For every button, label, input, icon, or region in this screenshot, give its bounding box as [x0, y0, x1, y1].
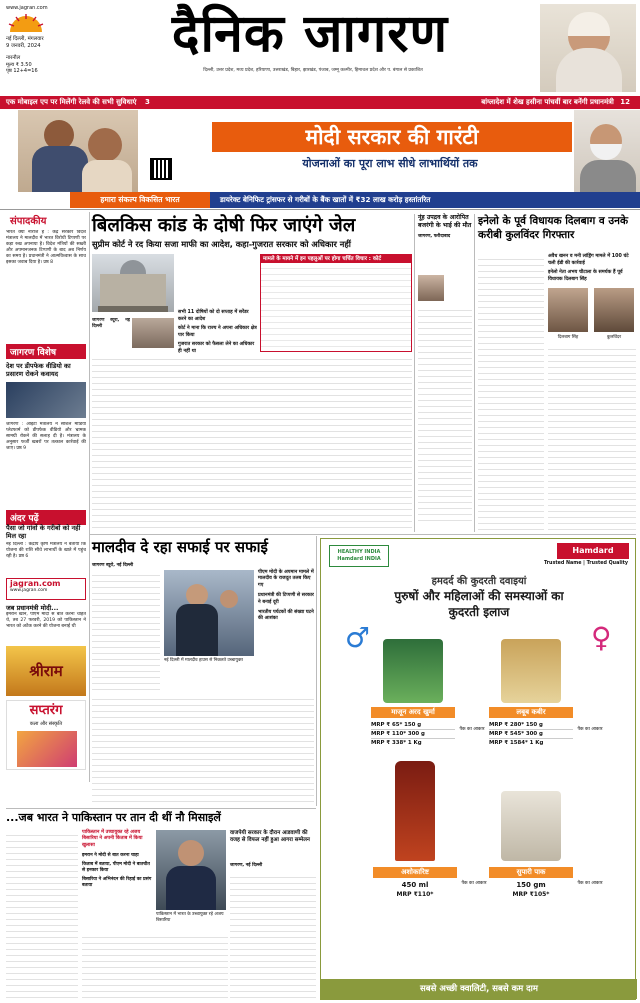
edition-city: नई दिल्ली, मंगलवार	[6, 36, 44, 42]
vishesh-image	[6, 382, 86, 418]
ticker-left-page: 3	[144, 98, 150, 106]
dilbag-caption: दिलबाग सिंह	[557, 335, 579, 340]
price: मूल्य ₹ 3.50	[6, 62, 32, 68]
product-2-name: लबूब कबीर	[489, 707, 573, 718]
promo-text: इमरान खान, पीएम मोदी से बात करना चाहते थे, तब 27 फरवरी, 2019 को पाकिस्तान ने भारत को अटैक करने की योजना बनाई थी	[6, 612, 86, 629]
price-row: MRP ₹ 65* 150 g	[371, 721, 455, 730]
product-jar-4	[501, 791, 561, 861]
nuh-photo	[418, 275, 444, 301]
shriram-label: श्रीराम	[29, 662, 63, 680]
product-4-name: सुपारी पाक	[489, 867, 573, 878]
ticker-left-text: एक मोबाइल एप पर मिलेंगी रेलवे की सभी सुविधाएं	[6, 98, 137, 106]
pm-photo	[574, 110, 640, 192]
saptrang-box[interactable]	[6, 700, 86, 770]
agra-head: वाजपेयी सरकार के दौरान आडवाणी की वजह से विफल नहीं हुआ आगरा सम्मेलन	[230, 830, 310, 843]
nuh-headline: नूंह उपद्रव के आरोपित बजरंगी के भाई की मौत	[418, 214, 472, 229]
maldives-bullet: भारतीय पर्यटकों की संख्या घटने की आशंका	[258, 610, 314, 622]
lead-byline: जागरण ब्यूरो, नई दिल्ली	[92, 318, 130, 328]
supreme-court-photo	[92, 254, 174, 312]
andar-text: नई दिल्ली : केंद्रीय कृषि मंत्रालय ने बताया कि योजना की राशि सीधे लाभार्थी के खाते में पहुंच रही है। प्रष्ठ 6	[6, 542, 86, 559]
lead-bullet: सभी 11 दोषियों को दो सप्ताह में सरेंडर करने का आदेश	[178, 310, 249, 322]
product-3-size: 450 ml	[401, 881, 429, 889]
qr-code-icon[interactable]	[150, 158, 172, 180]
ad-subheadline: योजनाओं का पूरा लाभ सीधे लाभार्थियों तक	[302, 157, 478, 170]
missile-point: बिसारिया ने अभिनंदन की रिहाई का प्रसंग बताया	[82, 877, 152, 889]
maldives-bullets	[258, 570, 314, 623]
agra-byline: जागरण, नई दिल्ली	[230, 863, 263, 868]
shriram-box[interactable]	[6, 646, 86, 696]
vishesh-heading: जागरण विशेष	[6, 344, 86, 359]
price-row: MRP ₹ 338* 1 Kg	[371, 740, 422, 746]
pack-size-label-1: पैक का आकार	[459, 727, 485, 732]
inelo-story[interactable]	[478, 214, 636, 532]
editorial-text: भारत क्यों नाराज है : केंद्र सरकार विदेश मंत्रालय ने मालदीव में भारत विरोधी टिप्पणी पर कड़ा रुख अपनाया है। विदेश मंत्रियों की सख्ती और अपमानजनक टिप्पणी के बाद अब निर्णय का समय है। प्रधानमंत्री ने आत्मविश्वास के साथ इसका जवाब दिया है। प्रष्ठ 8	[6, 230, 86, 265]
sheikh-hasina-photo	[540, 4, 636, 92]
dilbag-photo	[548, 288, 588, 332]
lead-headline: बिलकिस कांड के दोषी फिर जाएंगे जेल	[92, 215, 356, 236]
ticker-right-text: बांग्लादेश में शेख हसीना पांचवीं बार बनेंगी प्रधानमंत्री	[481, 98, 614, 106]
product-1-prices	[371, 721, 455, 747]
hamdard-ad[interactable]	[320, 538, 636, 1000]
inelo-bullet: इनेलो नेता अभय चौटाला के समर्थक हैं पूर्व विधायक दिलबाग सिंह	[548, 270, 623, 282]
missile-headline: ...जब भारत ने पाकिस्तान पर तान दी थीं नौ मिसाइलें	[6, 811, 221, 824]
maldives-headline: मालदीव दे रहा सफाई पर सफाई	[92, 538, 268, 556]
missile-body-1	[6, 830, 78, 1000]
hamdard-logo: Hamdard	[557, 543, 629, 559]
promo-heading: जब प्रधानमंत्री मोदी...	[6, 604, 59, 612]
inelo-body-right	[548, 344, 636, 532]
sun-logo-icon	[8, 14, 44, 34]
maldives-caption: नई दिल्ली में मालदीव हाउस से निकलते उच्चायुक्त	[164, 658, 243, 663]
lead-box-body	[261, 263, 411, 349]
campaign-label: हमारा संकल्प विकसित भारत	[70, 192, 210, 208]
campaign-strip	[70, 192, 640, 208]
editorial-heading: संपादकीय	[10, 216, 47, 227]
lead-box	[260, 254, 412, 352]
ad-footer: सबसे अच्छी क्वालिटी, सबसे कम दाम	[321, 979, 637, 999]
maldives-photo	[164, 570, 254, 656]
government-ad-banner[interactable]	[0, 110, 640, 210]
male-symbol-icon: ♂	[345, 621, 371, 654]
ad-headline: मोदी सरकार की गारंटी	[212, 122, 572, 152]
lead-bullet: कोर्ट ने माना कि राज्य ने अपना अधिकार क्षेत्र पार किया	[178, 326, 257, 338]
beneficiary-photo	[18, 110, 138, 192]
healthy-india-logo: HEALTHY INDIA Hamdard INDIA	[329, 545, 389, 567]
nuh-story[interactable]	[418, 214, 472, 532]
kulvinder-caption: कुलविंदर	[606, 335, 622, 340]
maldives-body-1	[92, 570, 160, 690]
vishesh-text: जागरण : आईटी मंत्रालय ने सोशल मीडिया प्लेटफार्म को डीपफेक वीडियो और भ्रामक सामग्री रोकने की सलाह दी है। मंत्रालय के अनुसार फर्जी खबरों पर तत्काल कार्रवाई की जाए। प्रष्ठ 9	[6, 422, 86, 451]
edition-city-2: नारनौल	[6, 55, 21, 61]
promo-box[interactable]	[6, 604, 86, 644]
nuh-byline: जागरण, फरीदाबाद	[418, 234, 451, 239]
product-3-price: MRP ₹110*	[396, 891, 434, 898]
jagran-com-sub: www.jagran.com	[10, 588, 48, 593]
maldives-body-2	[92, 694, 314, 806]
pack-size-label-3: पैक का आकार	[461, 881, 487, 886]
lead-story[interactable]	[92, 214, 412, 532]
dbt-text: डायरेक्ट बेनिफिट ट्रांसफर से गरीबों के बैंक खातों में ₹32 लाख करोड़ हस्तांतरित	[220, 195, 431, 204]
lead-body-text	[92, 354, 412, 532]
edition-list: दिल्ली, उत्तर प्रदेश, मध्य प्रदेश, हरियाणा, उत्तराखंड, बिहार, झारखंड, पंजाब, जम्मू कश्मीर, हिमाचल प्रदेश और प. बंगाल से प्रकाशित	[203, 68, 423, 73]
saptrang-sub: कला और संस्कृति	[29, 721, 63, 727]
ticker-right-page: 12	[620, 98, 630, 106]
maldives-story[interactable]	[92, 536, 314, 806]
product-jar-1	[383, 639, 443, 703]
agra-body	[230, 872, 316, 1000]
nuh-body	[418, 305, 472, 525]
price-row: MRP ₹ 545* 300 g	[489, 730, 573, 739]
ad-title-3: कुदरती इलाज	[448, 605, 510, 619]
vishesh-title: देश पर डीपफेक वीडियो का प्रसारण रोकने कवायद	[6, 362, 71, 378]
site-url[interactable]: www.jagran.com	[6, 5, 48, 11]
product-4-size: 150 gm	[516, 881, 546, 889]
maldives-bullet: प्रधानमंत्री की टिप्पणी से सरकार ने बनाई दूरी	[258, 593, 314, 605]
hamdard-slogan: Trusted Name | Trusted Quality	[543, 561, 629, 566]
bisaria-photo	[156, 830, 226, 910]
ad-title-1: हमदर्द की कुदरती दवाइयां	[431, 576, 527, 587]
andar-title: पैसा जो गांवों के गरीबों को नहीं मिल रहा	[6, 524, 81, 540]
page-count: पृष्ठ 12+4=16	[6, 68, 38, 74]
ticker-right[interactable]	[340, 96, 636, 109]
jagran-com-label: jagran.com	[10, 579, 61, 588]
product-4-price: MRP ₹105*	[512, 891, 550, 898]
product-bottle-3	[395, 761, 435, 861]
missile-point: किताब में बताया, पीएम मोदी ने बातचीत से इनकार किया	[82, 862, 150, 874]
lead-bullet: गुजरात सरकार को फैसला लेने का अधिकार ही नहीं था	[178, 342, 255, 354]
missile-story[interactable]	[6, 810, 316, 1000]
inelo-bullets	[548, 254, 636, 283]
saptrang-image	[17, 731, 77, 767]
lead-subheadline: सुप्रीम कोर्ट ने रद किया सजा माफी का आदेश, कहा-गुजरात सरकार को अधिकार नहीं	[92, 239, 351, 249]
inelo-bullet: अवैध खनन व मनी लांड्रिंग मामले में 100 घंटे चली ईडी की कार्रवाई	[548, 254, 629, 266]
lead-bullets	[178, 310, 258, 355]
lead-box-title: मामले के मायने में इन पहलुओं पर होगा चर्चित विचार : कोर्ट	[261, 255, 411, 263]
product-3-name: अशोकारिष्ट	[373, 867, 457, 878]
maldives-bullet: पीएम मोदी के अपमान मामले में मालदीव के राजदूत तलब किए गए	[258, 570, 314, 588]
price-row: MRP ₹ 280* 150 g	[489, 721, 573, 730]
missile-point: इमरान ने मोदी से बात करना चाहा	[82, 853, 139, 859]
product-jar-2	[501, 639, 561, 703]
andar-heading: अंदर पढ़ें	[6, 510, 86, 525]
ticker-left[interactable]	[6, 96, 326, 109]
newspaper-title: दैनिक जागरण	[171, 4, 449, 64]
maldives-byline: जागरण ब्यूरो, नई दिल्ली	[92, 563, 134, 568]
jagran-com-box[interactable]	[6, 578, 86, 600]
product-2-prices	[489, 721, 573, 747]
price-row: MRP ₹ 1584* 1 Kg	[489, 740, 544, 746]
ad-title-2: पुरुषों और महिलाओं की समस्याओं का	[394, 589, 564, 603]
edition-date: 9 जनवरी, 2024	[6, 43, 41, 49]
price-row: MRP ₹ 110* 300 g	[371, 730, 455, 739]
inelo-headline: इनेलो के पूर्व विधायक दिलबाग व उनके करीबी कुलविंदर गिरफ्तार	[478, 215, 629, 241]
bilkis-photo	[132, 318, 174, 348]
top-ticker	[0, 96, 640, 109]
masthead	[0, 0, 640, 96]
missile-body-2	[82, 932, 228, 1000]
product-1-name: माजून अरद खुर्मा	[371, 707, 455, 718]
saptrang-label: सप्तरंग	[29, 703, 63, 718]
missile-box	[82, 830, 152, 926]
inelo-body-left	[478, 254, 544, 532]
pack-size-label-4: पैक का आकार	[577, 881, 603, 886]
pack-size-label-2: पैक का आकार	[577, 727, 603, 732]
missile-box-title: पाकिस्तान में उच्चायुक्त रहे अजय बिसारिया ने अपनी किताब में किया खुलासा	[82, 830, 143, 848]
kulvinder-photo	[594, 288, 634, 332]
female-symbol-icon: ♀	[591, 621, 612, 654]
bisaria-caption: पाकिस्तान में भारत के उच्चायुक्त रहे अजय बिसारिया	[156, 912, 224, 923]
